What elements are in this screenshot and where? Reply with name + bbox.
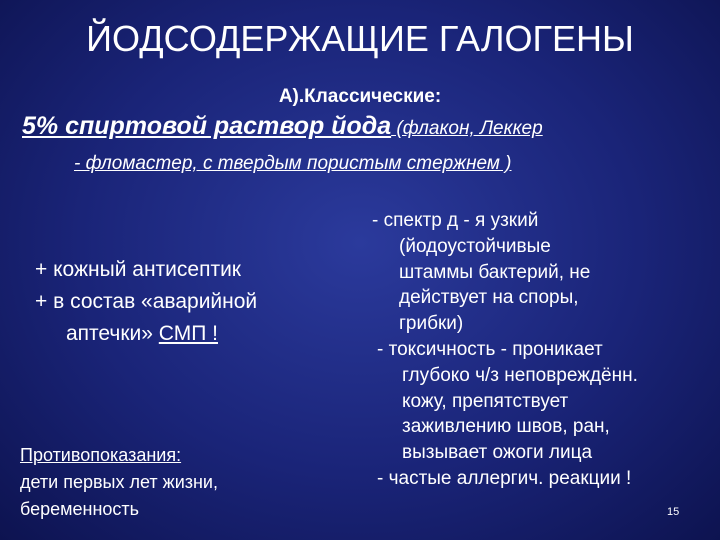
- drawback-line: штаммы бактерий, не: [399, 261, 591, 283]
- drawbacks-list: [372, 208, 638, 492]
- indication-item: + в состав «аварийной: [35, 290, 258, 313]
- slide-title: ЙОДСОДЕРЖАЩИЕ ГАЛОГЕНЫ: [86, 18, 634, 59]
- drawback-line: вызывает ожоги лица: [402, 442, 593, 464]
- drawback-line: глубоко ч/з неповреждённ.: [402, 364, 638, 386]
- indication-item-continuation: [35, 318, 257, 350]
- main-statement-bold: 5% спиртовой раствор йода: [22, 112, 392, 140]
- drawback-line: кожу, препятствует: [402, 390, 569, 412]
- drawback-line: грибки): [399, 313, 464, 335]
- drawback-line: заживлению швов, ран,: [402, 416, 610, 438]
- main-statement-paren: (флакон, Леккер: [391, 118, 543, 139]
- contraindications-block: [20, 442, 218, 523]
- drawback-line: - частые аллергич. реакции !: [377, 467, 632, 489]
- indication-text: аптечки»: [66, 322, 159, 345]
- contraindication-item: дети первых лет жизни,: [20, 472, 218, 492]
- indication-underlined: СМП !: [158, 322, 218, 345]
- contraindication-item: беременность: [20, 499, 140, 519]
- drawback-line: - спектр д - я узкий: [372, 210, 539, 231]
- drawback-line: - токсичность - проникает: [377, 338, 603, 360]
- main-statement: [22, 112, 543, 141]
- contraindications-label: Противопоказания:: [20, 445, 182, 465]
- main-statement-continuation: - фломастер, с твердым пористым стержнем ): [74, 153, 512, 174]
- indications-list: [35, 254, 257, 350]
- slide-number: 15: [667, 506, 680, 518]
- indication-item: + кожный антисептик: [35, 258, 241, 281]
- drawback-line: (йодоустойчивые: [399, 235, 551, 257]
- drawback-line: действует на споры,: [399, 287, 579, 309]
- slide-subtitle: А).Классические:: [278, 86, 442, 107]
